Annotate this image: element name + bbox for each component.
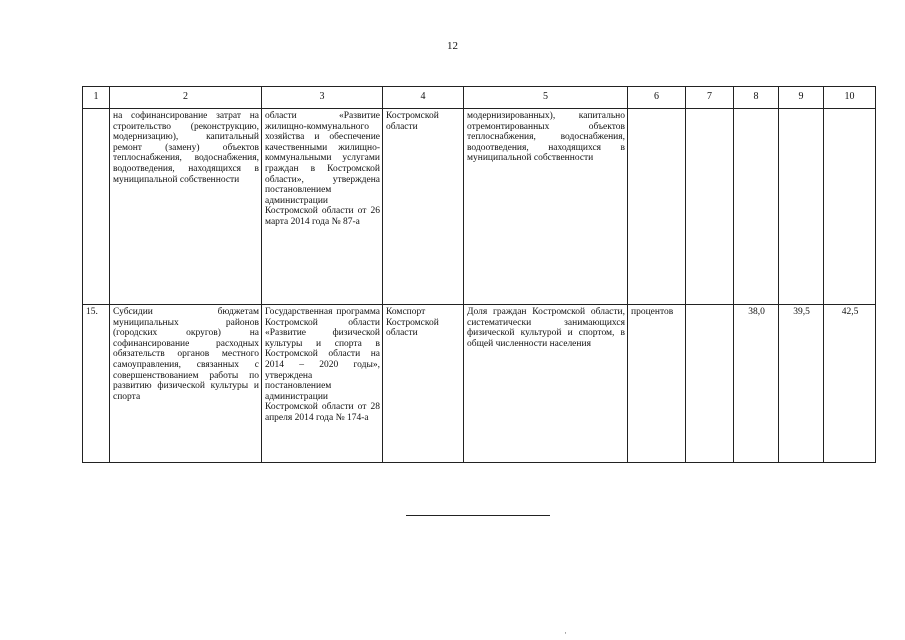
program-cell: Государственная программа Костромской области «Развитие физической культуры и спорта в Костромской области на 2014 – 2020 годы», утверждена постановлением администрации Костромской области от 28 апреля 2014 года № 174-а [262, 305, 383, 463]
value-cell-9 [779, 109, 824, 305]
column-header-4: 4 [383, 87, 464, 109]
column-header-3: 3 [262, 87, 383, 109]
value-cell-7 [686, 109, 734, 305]
column-header-7: 7 [686, 87, 734, 109]
administrator-cell: Костромской области [383, 109, 464, 305]
column-header-9: 9 [779, 87, 824, 109]
indicator-cell: Доля граждан Костромской области, систематически занимающихся физической культурой и спортом, в общей численности населения [464, 305, 628, 463]
value-cell-10 [824, 109, 876, 305]
column-header-1: 1 [83, 87, 110, 109]
header-row [83, 87, 876, 109]
subsidy-name-cell: на софинансирование затрат на строительство (реконструкцию, модернизацию), капитальный ремонт (замену) объектов теплоснабжения, водоснабжения, водоотведения, находящихся в муниципальной собственности [110, 109, 262, 305]
value-cell-10: 42,5 [824, 305, 876, 463]
scan-mark: · [564, 628, 567, 638]
value-cell-9: 39,5 [779, 305, 824, 463]
unit-cell: процентов [628, 305, 686, 463]
value-cell-7 [686, 305, 734, 463]
value-cell-8 [734, 109, 779, 305]
page-number: 12 [447, 40, 458, 52]
table-row [83, 109, 876, 305]
column-header-8: 8 [734, 87, 779, 109]
indicator-cell: модернизированных), капитально отремонтированных объектов теплоснабжения, водоснабжения, водоотведения, находящихся в муниципальной собственности [464, 109, 628, 305]
column-header-10: 10 [824, 87, 876, 109]
subsidy-name-cell: Субсидии бюджетам муниципальных районов (городских округов) на софинансирование расходных обязательств органов местного самоуправления, связанных с совершенствованием работы по развитию физической культуры и спорта [110, 305, 262, 463]
document-table [82, 86, 876, 463]
program-cell: области «Развитие жилищно-коммунального хозяйства и обеспечение качественными жилищно-коммунальными услугами граждан в Костромской области», утверждена постановлением администрации Костромской области от 26 марта 2014 года № 87-а [262, 109, 383, 305]
table-row [83, 305, 876, 463]
row-number-cell [83, 109, 110, 305]
unit-cell [628, 109, 686, 305]
column-header-5: 5 [464, 87, 628, 109]
administrator-cell: Комспорт Костромской области [383, 305, 464, 463]
column-header-2: 2 [110, 87, 262, 109]
column-header-6: 6 [628, 87, 686, 109]
value-cell-8: 38,0 [734, 305, 779, 463]
end-separator-line [406, 515, 550, 516]
row-number-cell: 15. [83, 305, 110, 463]
